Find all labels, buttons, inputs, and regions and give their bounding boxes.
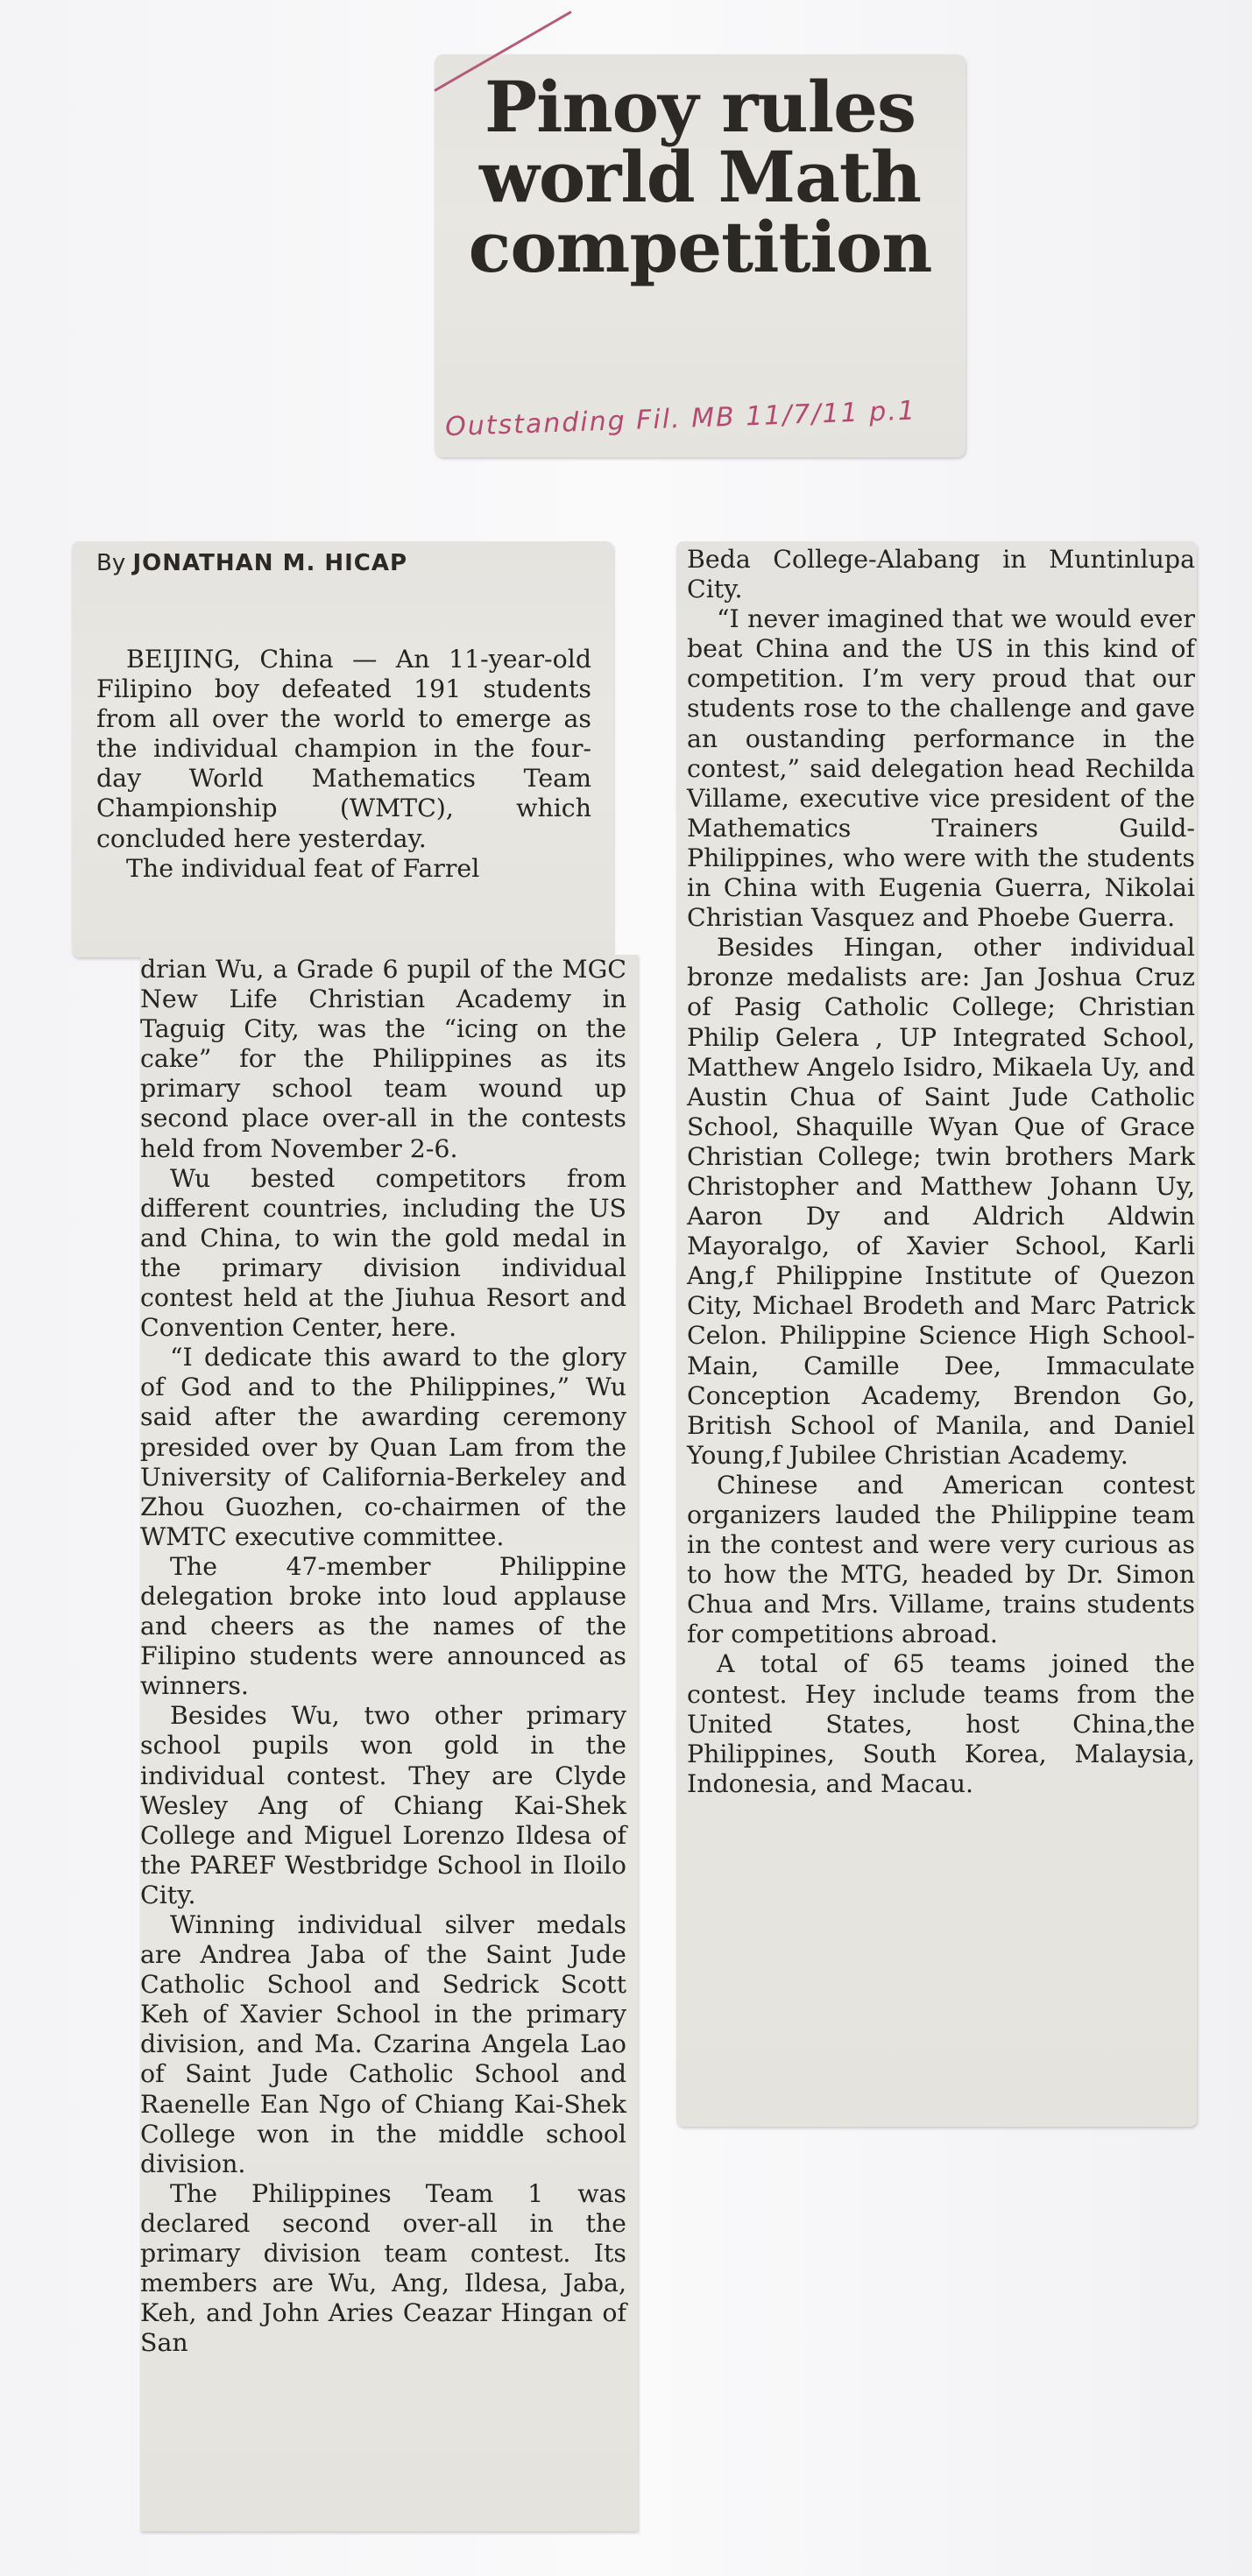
headline-line-1: Pinoy rules xyxy=(484,66,916,148)
byline-prefix: By xyxy=(96,550,126,576)
headline-clipping xyxy=(435,54,966,457)
paragraph: “I dedicate this award to the glory of God and to the Philippines,” Wu said after the awarding ceremony presided over by Quan Lam from the University of California-Berkeley and Zhou Guozhen, co-chairmen of the WMTC executive committee. xyxy=(140,1343,626,1551)
column-1-top-text xyxy=(96,645,591,884)
paragraph: Chinese and American contest organizers lauded the Philippine team in the contest and were very curious as to how the MTG, headed by Dr. Simon Chua and Mrs. Villame, trains students for competitions abroad. xyxy=(687,1470,1195,1649)
paragraph: Wu bested competitors from different countries, including the US and China, to win the gold medal in the primary division individual contest held at the Jiuhua Resort and Convention Center, here. xyxy=(140,1163,626,1343)
column-1-top-clipping xyxy=(72,541,613,957)
paragraph: Beda College-Alabang in Muntinlupa City. xyxy=(687,545,1195,604)
paragraph: BEIJING, China — An 11-year-old Filipino boy defeated 191 students from all over the world to emerge as the individual champion in the four-day World Mathematics Team Championship (WMTC), which concluded here yesterday. xyxy=(96,645,591,853)
paragraph: The 47-member Philippine delegation broke into loud applause and cheers as the names of the Filipino students were announced as winners. xyxy=(140,1551,626,1701)
paragraph: Besides Hingan, other individual bronze medalists are: Jan Joshua Cruz of Pasig Catholic College; Christian Philip Gelera , UP Integrated School, Matthew Angelo Isidro, Mikaela Uy, and Austin Chua of Saint Jude Catholic School, Shaquille Wyan Que of Grace Christian College; twin brothers Mark Christopher and Matthew Johann Uy, Aaron Dy and Aldrich Aldwin Mayoralgo, of Xavier School, Karli Ang,f Philippine Institute of Quezon City, Michael Brodeth and Marc Patrick Celon. Philippine Science High School-Main, Camille Dee, Immaculate Conception Academy, Brendon Go, British School of Manila, and Daniel Young,f Jubilee Christian Academy. xyxy=(687,933,1195,1470)
byline-author: JONATHAN M. HICAP xyxy=(132,550,408,576)
headline-line-3: competition xyxy=(468,206,932,288)
column-1-bottom-clipping xyxy=(140,955,638,2531)
column-2-clipping xyxy=(676,541,1197,2127)
paragraph: Besides Wu, two other primary school pupils won gold in the individual contest. They are Clyde Wesley Ang of Chiang Kai-Shek College and Miguel Lorenzo Ildesa of the PAREF Westbridge School in Iloilo City. xyxy=(140,1701,626,1909)
byline xyxy=(96,550,407,576)
paragraph: The individual feat of Farrel xyxy=(126,853,480,883)
paragraph: “I never imagined that we would ever beat China and the US in this kind of competition. I’m very proud that our students rose to the challenge and gave an oustanding performance in the contest,” said delegation head Rechilda Villame, executive vice president of the Mathematics Trainers Guild-Philippines, who were with the students in China with Eugenia Guerra, Nikolai Christian Vasquez and Phoebe Guerra. xyxy=(687,604,1195,933)
handwritten-source-note: Outstanding Fil. MB 11/7/11 p.1 xyxy=(444,395,917,443)
column-2-text xyxy=(687,545,1195,1799)
paragraph: drian Wu, a Grade 6 pupil of the MGC New Life Christian Academy in Taguig City, was the “icing on the cake” for the Philippines as its primary school team wound up second place over-all in the contests held from November 2-6. xyxy=(140,955,626,1163)
paragraph: A total of 65 teams joined the contest. Hey include teams from the United States, host China,the Philippines, South Korea, Malaysia, Indonesia, and Macau. xyxy=(687,1649,1195,1798)
paragraph: The Philippines Team 1 was declared second over-all in the primary division team contest. Its members are Wu, Ang, Ildesa, Jaba, Keh, and John Aries Ceazar Hingan of San xyxy=(140,2178,626,2358)
column-1-bottom-text xyxy=(140,955,626,2358)
paragraph: Winning individual silver medals are Andrea Jaba of the Saint Jude Catholic School and Sedrick Scott Keh of Xavier School in the primary division, and Ma. Czarina Angela Lao of Saint Jude Catholic School and Raenelle Ean Ngo of Chiang Kai-Shek College won in the middle school division. xyxy=(140,1910,626,2178)
headline-line-2: world Math xyxy=(478,136,922,218)
headline xyxy=(435,66,966,288)
